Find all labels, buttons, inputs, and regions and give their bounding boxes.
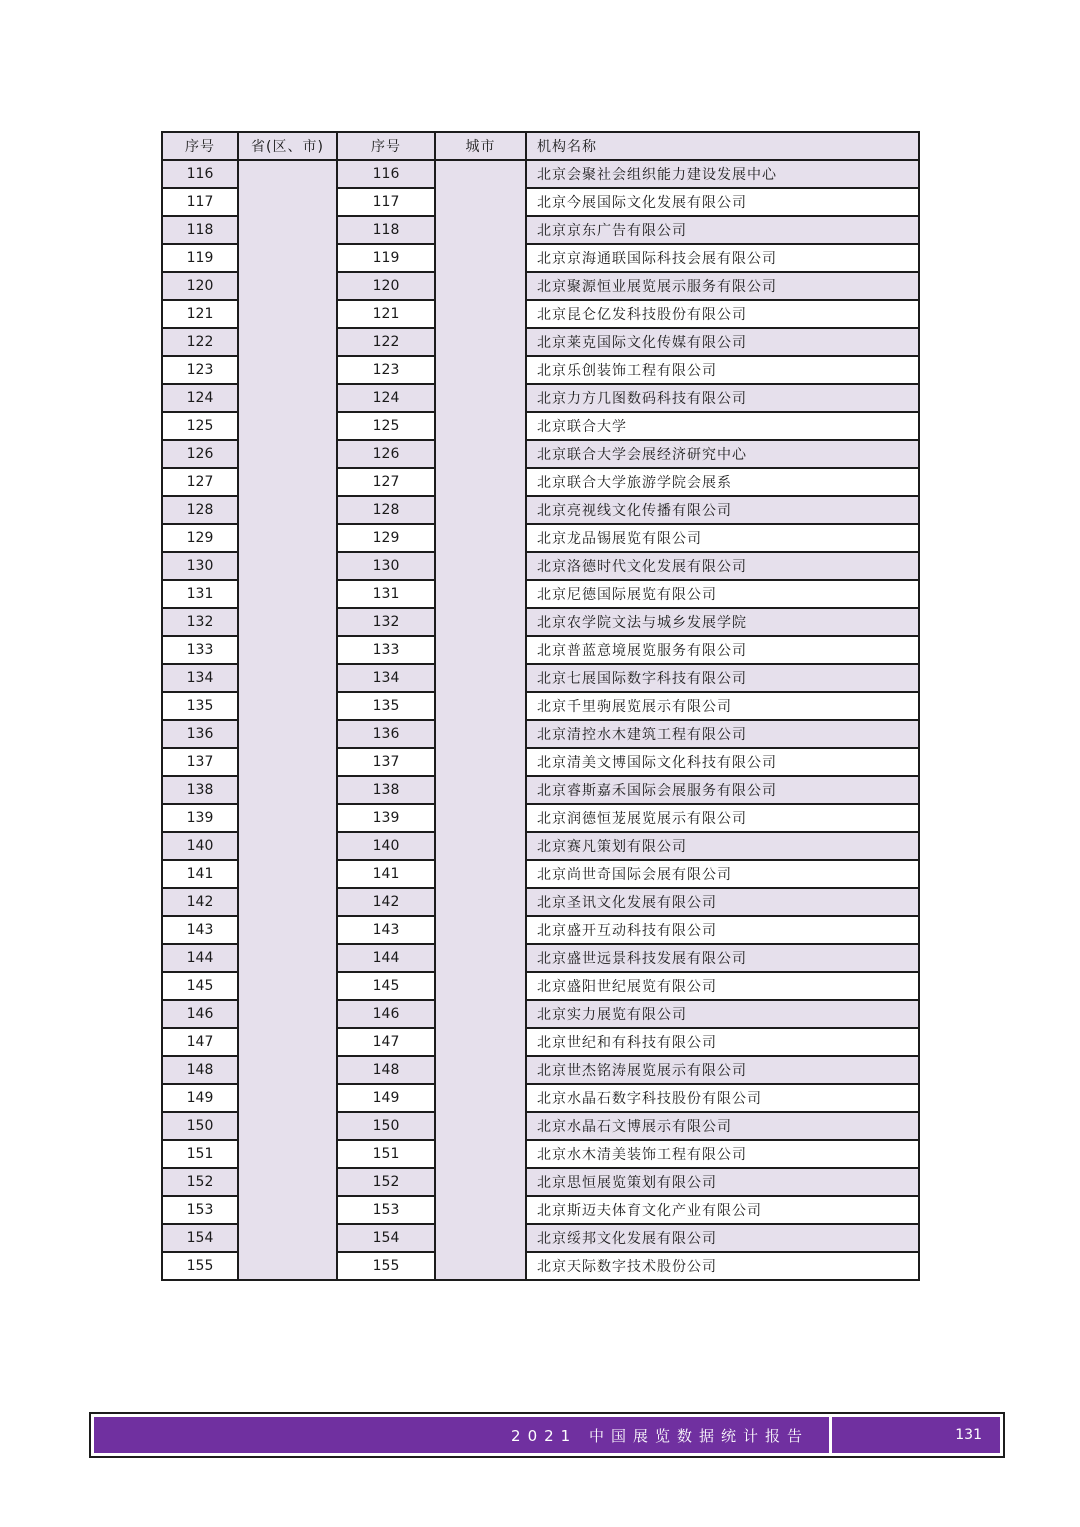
city-serial-no-cell: 135 bbox=[337, 692, 435, 720]
serial-no-cell: 122 bbox=[162, 328, 238, 356]
city-serial-no-cell: 117 bbox=[337, 188, 435, 216]
city-serial-no-cell: 139 bbox=[337, 804, 435, 832]
serial-no-cell: 132 bbox=[162, 608, 238, 636]
city-serial-no-cell: 145 bbox=[337, 972, 435, 1000]
city-serial-no-cell: 141 bbox=[337, 860, 435, 888]
institution-name-cell: 北京润德恒茏展览展示有限公司 bbox=[526, 804, 919, 832]
city-serial-no-cell: 151 bbox=[337, 1140, 435, 1168]
city-serial-no-cell: 119 bbox=[337, 244, 435, 272]
institution-name-cell: 北京世杰铭涛展览展示有限公司 bbox=[526, 1056, 919, 1084]
header-institution-name: 机构名称 bbox=[526, 132, 919, 160]
serial-no-cell: 121 bbox=[162, 300, 238, 328]
institution-table bbox=[161, 131, 920, 1281]
serial-no-cell: 135 bbox=[162, 692, 238, 720]
table-header-row bbox=[162, 132, 919, 160]
institution-name-cell: 北京会聚社会组织能力建设发展中心 bbox=[526, 160, 919, 188]
page-number: 131 bbox=[955, 1427, 982, 1443]
institution-name-cell: 北京斯迈夫体育文化产业有限公司 bbox=[526, 1196, 919, 1224]
institution-name-cell: 北京洛德时代文化发展有限公司 bbox=[526, 552, 919, 580]
city-serial-no-cell: 130 bbox=[337, 552, 435, 580]
serial-no-cell: 123 bbox=[162, 356, 238, 384]
serial-no-cell: 116 bbox=[162, 160, 238, 188]
serial-no-cell: 154 bbox=[162, 1224, 238, 1252]
institution-name-cell: 北京思恒展览策划有限公司 bbox=[526, 1168, 919, 1196]
city-serial-no-cell: 148 bbox=[337, 1056, 435, 1084]
institution-name-cell: 北京赛凡策划有限公司 bbox=[526, 832, 919, 860]
serial-no-cell: 149 bbox=[162, 1084, 238, 1112]
serial-no-cell: 119 bbox=[162, 244, 238, 272]
institution-name-cell: 北京水木清美装饰工程有限公司 bbox=[526, 1140, 919, 1168]
city-serial-no-cell: 153 bbox=[337, 1196, 435, 1224]
city-serial-no-cell: 124 bbox=[337, 384, 435, 412]
serial-no-cell: 130 bbox=[162, 552, 238, 580]
institution-name-cell: 北京龙品锡展览有限公司 bbox=[526, 524, 919, 552]
header-province: 省(区、市) bbox=[238, 132, 337, 160]
serial-no-cell: 118 bbox=[162, 216, 238, 244]
institution-name-cell: 北京绥邦文化发展有限公司 bbox=[526, 1224, 919, 1252]
serial-no-cell: 136 bbox=[162, 720, 238, 748]
city-serial-no-cell: 143 bbox=[337, 916, 435, 944]
institution-name-cell: 北京普蓝意境展览服务有限公司 bbox=[526, 636, 919, 664]
institution-table-container bbox=[161, 131, 920, 1281]
institution-name-cell: 北京盛世远景科技发展有限公司 bbox=[526, 944, 919, 972]
institution-name-cell: 北京乐创装饰工程有限公司 bbox=[526, 356, 919, 384]
city-serial-no-cell: 122 bbox=[337, 328, 435, 356]
serial-no-cell: 117 bbox=[162, 188, 238, 216]
city-serial-no-cell: 142 bbox=[337, 888, 435, 916]
institution-name-cell: 北京世纪和有科技有限公司 bbox=[526, 1028, 919, 1056]
institution-name-cell: 北京昆仑亿发科技股份有限公司 bbox=[526, 300, 919, 328]
serial-no-cell: 151 bbox=[162, 1140, 238, 1168]
serial-no-cell: 129 bbox=[162, 524, 238, 552]
institution-name-cell: 北京莱克国际文化传媒有限公司 bbox=[526, 328, 919, 356]
institution-name-cell: 北京联合大学 bbox=[526, 412, 919, 440]
serial-no-cell: 139 bbox=[162, 804, 238, 832]
institution-name-cell: 北京圣讯文化发展有限公司 bbox=[526, 888, 919, 916]
institution-name-cell: 北京天际数字技术股份公司 bbox=[526, 1252, 919, 1280]
city-merged-cell bbox=[435, 160, 526, 1280]
institution-name-cell: 北京联合大学旅游学院会展系 bbox=[526, 468, 919, 496]
city-serial-no-cell: 133 bbox=[337, 636, 435, 664]
city-serial-no-cell: 134 bbox=[337, 664, 435, 692]
city-serial-no-cell: 137 bbox=[337, 748, 435, 776]
serial-no-cell: 142 bbox=[162, 888, 238, 916]
institution-name-cell: 北京亮视线文化传播有限公司 bbox=[526, 496, 919, 524]
institution-name-cell: 北京清美文博国际文化科技有限公司 bbox=[526, 748, 919, 776]
serial-no-cell: 140 bbox=[162, 832, 238, 860]
city-serial-no-cell: 128 bbox=[337, 496, 435, 524]
city-serial-no-cell: 125 bbox=[337, 412, 435, 440]
serial-no-cell: 131 bbox=[162, 580, 238, 608]
institution-name-cell: 北京京东广告有限公司 bbox=[526, 216, 919, 244]
institution-name-cell: 北京力方几图数码科技有限公司 bbox=[526, 384, 919, 412]
footer-report-title: 2021 中国展览数据统计报告 bbox=[94, 1417, 832, 1453]
city-serial-no-cell: 126 bbox=[337, 440, 435, 468]
city-serial-no-cell: 129 bbox=[337, 524, 435, 552]
institution-name-cell: 北京尚世奇国际会展有限公司 bbox=[526, 860, 919, 888]
institution-name-cell: 北京京海通联国际科技会展有限公司 bbox=[526, 244, 919, 272]
serial-no-cell: 155 bbox=[162, 1252, 238, 1280]
institution-name-cell: 北京农学院文法与城乡发展学院 bbox=[526, 608, 919, 636]
city-serial-no-cell: 138 bbox=[337, 776, 435, 804]
serial-no-cell: 126 bbox=[162, 440, 238, 468]
city-serial-no-cell: 120 bbox=[337, 272, 435, 300]
city-serial-no-cell: 118 bbox=[337, 216, 435, 244]
serial-no-cell: 138 bbox=[162, 776, 238, 804]
serial-no-cell: 146 bbox=[162, 1000, 238, 1028]
city-serial-no-cell: 147 bbox=[337, 1028, 435, 1056]
serial-no-cell: 152 bbox=[162, 1168, 238, 1196]
institution-name-cell: 北京水晶石数字科技股份有限公司 bbox=[526, 1084, 919, 1112]
serial-no-cell: 120 bbox=[162, 272, 238, 300]
institution-name-cell: 北京七展国际数字科技有限公司 bbox=[526, 664, 919, 692]
institution-name-cell: 北京今展国际文化发展有限公司 bbox=[526, 188, 919, 216]
city-serial-no-cell: 123 bbox=[337, 356, 435, 384]
city-serial-no-cell: 127 bbox=[337, 468, 435, 496]
serial-no-cell: 134 bbox=[162, 664, 238, 692]
institution-name-cell: 北京聚源恒业展览展示服务有限公司 bbox=[526, 272, 919, 300]
serial-no-cell: 143 bbox=[162, 916, 238, 944]
footer-bar bbox=[94, 1417, 1000, 1453]
city-serial-no-cell: 136 bbox=[337, 720, 435, 748]
serial-no-cell: 124 bbox=[162, 384, 238, 412]
city-serial-no-cell: 132 bbox=[337, 608, 435, 636]
serial-no-cell: 133 bbox=[162, 636, 238, 664]
serial-no-cell: 148 bbox=[162, 1056, 238, 1084]
institution-name-cell: 北京盛开互动科技有限公司 bbox=[526, 916, 919, 944]
city-serial-no-cell: 121 bbox=[337, 300, 435, 328]
city-serial-no-cell: 140 bbox=[337, 832, 435, 860]
institution-name-cell: 北京实力展览有限公司 bbox=[526, 1000, 919, 1028]
serial-no-cell: 147 bbox=[162, 1028, 238, 1056]
serial-no-cell: 145 bbox=[162, 972, 238, 1000]
header-city-serial-no: 序号 bbox=[337, 132, 435, 160]
city-serial-no-cell: 146 bbox=[337, 1000, 435, 1028]
institution-name-cell: 北京水晶石文博展示有限公司 bbox=[526, 1112, 919, 1140]
serial-no-cell: 150 bbox=[162, 1112, 238, 1140]
city-serial-no-cell: 155 bbox=[337, 1252, 435, 1280]
city-serial-no-cell: 152 bbox=[337, 1168, 435, 1196]
city-serial-no-cell: 116 bbox=[337, 160, 435, 188]
serial-no-cell: 153 bbox=[162, 1196, 238, 1224]
institution-name-cell: 北京联合大学会展经济研究中心 bbox=[526, 440, 919, 468]
province-merged-cell bbox=[238, 160, 337, 1280]
serial-no-cell: 127 bbox=[162, 468, 238, 496]
serial-no-cell: 144 bbox=[162, 944, 238, 972]
city-serial-no-cell: 149 bbox=[337, 1084, 435, 1112]
city-serial-no-cell: 154 bbox=[337, 1224, 435, 1252]
institution-name-cell: 北京尼德国际展览有限公司 bbox=[526, 580, 919, 608]
page-footer bbox=[89, 1412, 1005, 1458]
serial-no-cell: 141 bbox=[162, 860, 238, 888]
city-serial-no-cell: 131 bbox=[337, 580, 435, 608]
serial-no-cell: 128 bbox=[162, 496, 238, 524]
header-city: 城市 bbox=[435, 132, 526, 160]
institution-name-cell: 北京清控水木建筑工程有限公司 bbox=[526, 720, 919, 748]
city-serial-no-cell: 150 bbox=[337, 1112, 435, 1140]
institution-name-cell: 北京盛阳世纪展览有限公司 bbox=[526, 972, 919, 1000]
table-body bbox=[162, 160, 919, 1280]
institution-name-cell: 北京千里驹展览展示有限公司 bbox=[526, 692, 919, 720]
serial-no-cell: 125 bbox=[162, 412, 238, 440]
header-serial-no: 序号 bbox=[162, 132, 238, 160]
institution-name-cell: 北京睿斯嘉禾国际会展服务有限公司 bbox=[526, 776, 919, 804]
serial-no-cell: 137 bbox=[162, 748, 238, 776]
city-serial-no-cell: 144 bbox=[337, 944, 435, 972]
table-row bbox=[162, 160, 919, 188]
